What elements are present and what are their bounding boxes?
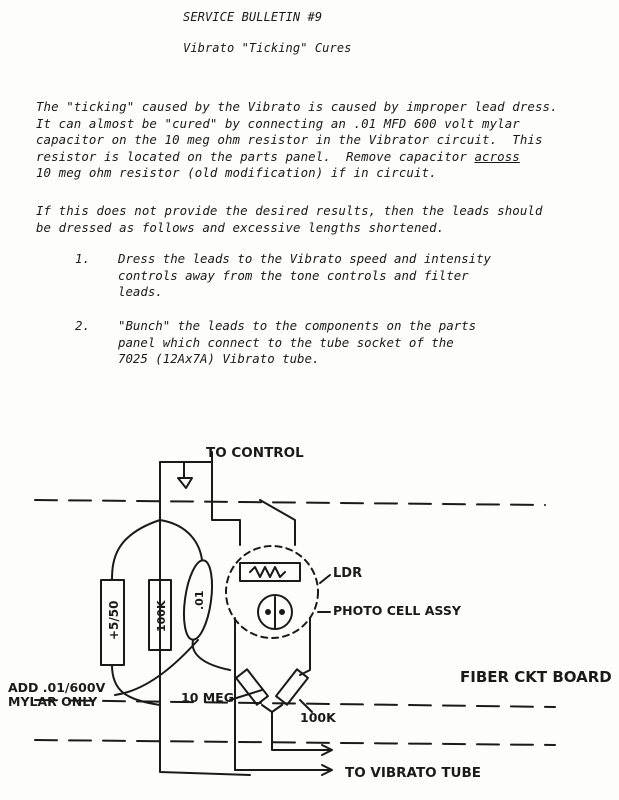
underlined-word: across: [474, 148, 520, 164]
p2-line-1: If this does not provide the desired results, then the leads should: [36, 203, 543, 218]
board-edge-mid: [35, 700, 555, 707]
wire-ldr-left: [212, 462, 240, 545]
main-ground-wire: [160, 462, 250, 775]
label-res-100k: 100K: [155, 600, 168, 632]
wire-to-control: [160, 452, 212, 462]
wire-01-bottom: [193, 640, 230, 670]
p1-line-4: resistor is located on the parts panel. Remove capacitor: [36, 148, 475, 164]
resistor-10meg: [236, 669, 268, 704]
resistor-junction: [262, 705, 282, 712]
wire-01-top: [160, 520, 202, 560]
board-edge-top: [35, 500, 545, 505]
bulletin-subtitle: Vibrato "Ticking" Cures: [183, 41, 352, 55]
ground-symbol: [178, 462, 192, 488]
label-10meg: 10 MEG: [181, 690, 234, 705]
p1-line-2: It can almost be "cured" by connecting an .01 MFD 600 volt mylar: [36, 115, 520, 131]
p1-line-3: capacitor on the 10 meg ohm resistor in the Vibrator circuit. This: [36, 132, 543, 147]
bulletin-title: SERVICE BULLETIN #9: [183, 10, 323, 24]
label-ldr: LDR: [333, 566, 363, 581]
label-cap-01: .01: [193, 590, 206, 610]
label-to-control: TO CONTROL: [206, 445, 304, 461]
photocell-pin-right: [280, 610, 284, 614]
label-cap-5-50: +5/50: [107, 600, 121, 640]
photocell-assembly-outline: [226, 546, 318, 638]
wire-cap-bottom: [112, 665, 160, 705]
p1-line-5: 10 meg ohm resistor (old modification) if in circuit.: [36, 165, 437, 180]
board-edge-bottom: [35, 740, 555, 745]
step-1-text: Dress the leads to the Vibrato speed and intensity controls away from the tone controls and filter leads.: [118, 251, 491, 299]
ldr-zigzag: [250, 567, 285, 577]
leader-ldr: [320, 575, 330, 583]
step-2-text: "Bunch" the leads to the components on the parts panel which connect to the tube socket of the 7025 (12Ax7A) Vibrato tube.: [118, 318, 477, 366]
p1-line-1: The "ticking" caused by the Vibrato is caused by improper lead dress.: [36, 99, 558, 114]
label-photocell: PHOTO CELL ASSY: [333, 603, 461, 618]
resistor-100k-bottom: [276, 669, 308, 704]
photocell-pin-left: [266, 610, 270, 614]
label-add-cap: ADD .01/600V MYLAR ONLY: [8, 680, 106, 709]
step-1-number: 1.: [75, 251, 90, 266]
label-to-vibrato-tube: TO VIBRATO TUBE: [345, 765, 482, 781]
p2-line-2: be dressed as follows and excessive lengths shortened.: [36, 219, 445, 235]
step-2-number: 2.: [75, 318, 90, 333]
wire-cap-top: [112, 520, 160, 580]
label-fiber-board: FIBER CKT BOARD: [460, 668, 612, 686]
wire-ldr-right: [260, 500, 295, 545]
label-100k-bottom: 100K: [300, 710, 336, 725]
leader-add-cap: [115, 640, 198, 695]
